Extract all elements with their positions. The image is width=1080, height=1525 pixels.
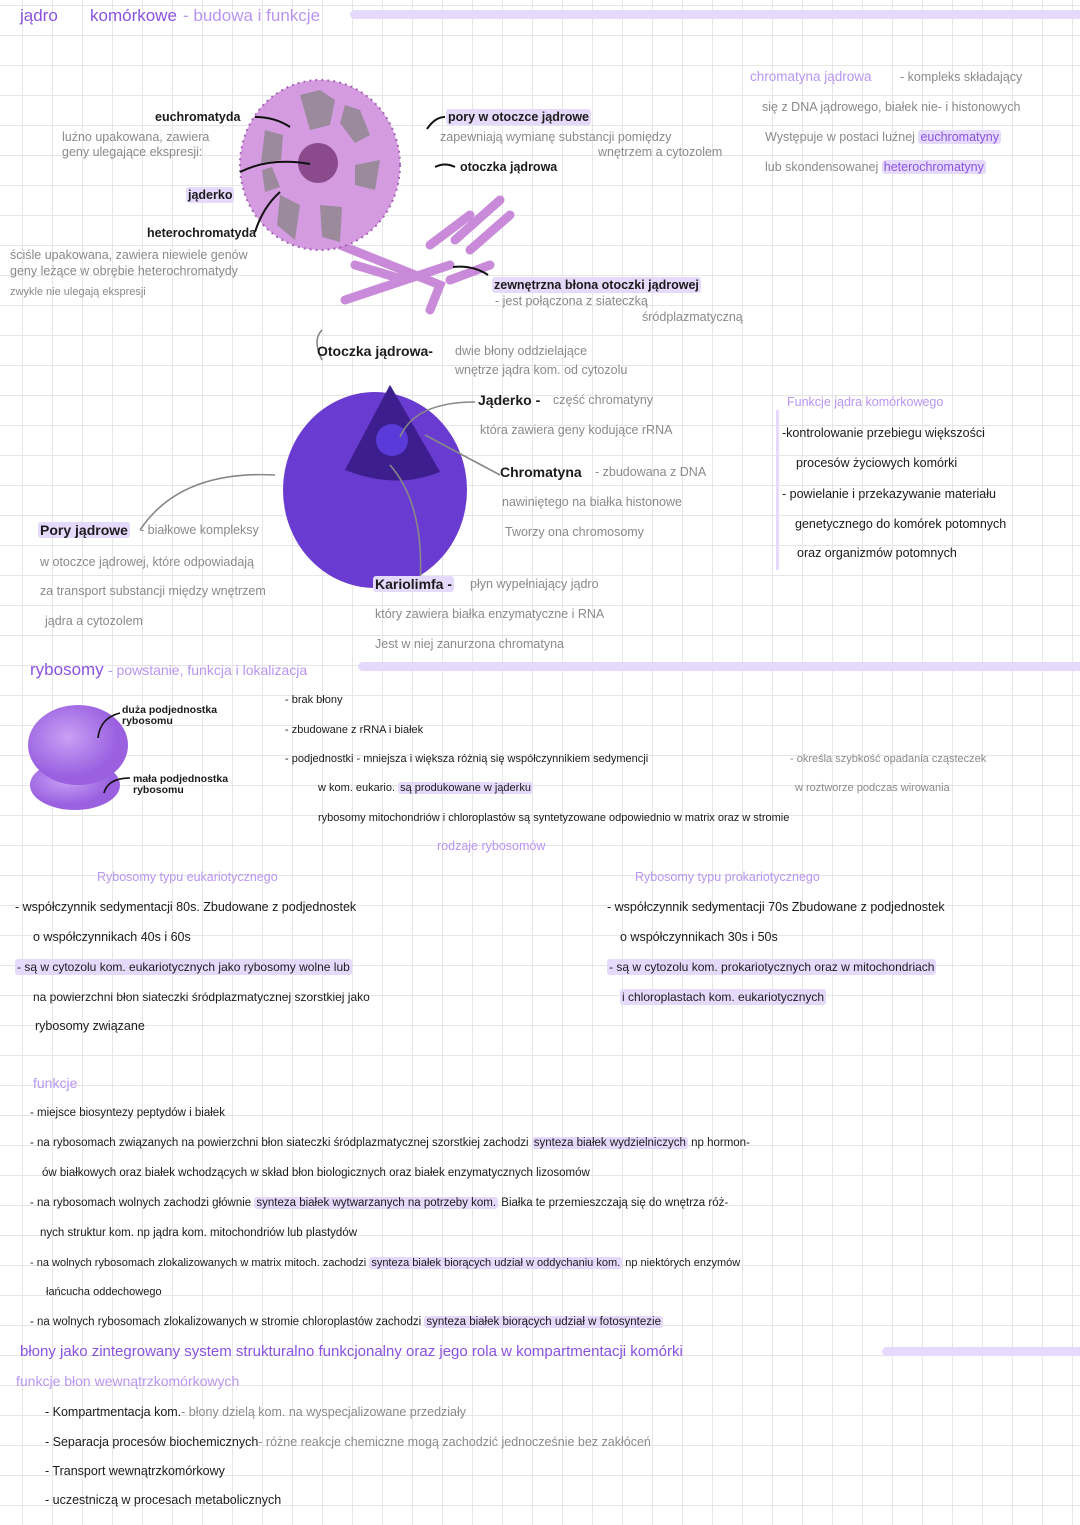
chromatin-heterochromatyny: heterochromatyny (883, 160, 984, 174)
label-otoczka-jadrowa: Otoczka jądrowa- (317, 343, 433, 359)
chromatin-def-3-text: Występuje w postaci luźnej (765, 130, 915, 144)
function-text: - na wolnych rybosomach zlokalizowanych w stromie chloroplastów zachodzi (30, 1316, 422, 1328)
kariolimfa-desc-1: płyn wypełniający jądro (470, 577, 599, 591)
label-heterochromatyda: heterochromatyda (147, 226, 257, 240)
ribosome-point-5 (318, 810, 789, 826)
sedimentation-note-1: - określa szybkość opadania cząsteczek (790, 753, 987, 765)
eukaryotic-title: Rybosomy typu eukariotycznego (97, 870, 278, 884)
function-line: ów białkowych oraz białek wchodzących w skład błon biologicznych oraz białek enzymatycznych lizosomów (42, 1167, 590, 1179)
jaderko-desc-2: która zawiera geny kodujące rRNA (480, 423, 673, 437)
pory-desc-2: wnętrzem a cytozolem (598, 145, 723, 159)
page-title-subtitle: - budowa i funkcje (183, 6, 321, 25)
heterochromatyda-desc-1: ściśle upakowana, zawiera niewiele genów (10, 248, 248, 262)
chromatin-def-1: - kompleks składający (900, 70, 1023, 84)
prokaryotic-line: - współczynnik sedymentacji 70s Zbudowane z podjednostek (607, 900, 945, 914)
function-line: - miejsce biosyntezy peptydów i białek (30, 1107, 225, 1119)
membrane-function-desc: - błony dzielą kom. na wyspecjalizowane przedziały (181, 1405, 467, 1419)
function-text: - na rybosomach związanych na powierzchni błon siateczki śródplazmatycznej szorstkiej zachodzi (30, 1137, 529, 1149)
function-line: łańcucha oddechowego (46, 1286, 162, 1298)
ribosome-point-4 (318, 780, 533, 796)
nucleus-function-item: - powielanie i przekazywanie materiału (782, 487, 996, 501)
membrane-function-term: - Separacja procesów biochemicznych (45, 1435, 259, 1449)
prokaryotic-line: - są w cytozolu kom. prokariotycznych oraz w mitochondriach (609, 960, 935, 974)
nucleus-function-item: oraz organizmów potomnych (797, 546, 957, 560)
ribosome-functions-title: funkcje (33, 1075, 78, 1091)
function-line (30, 1195, 728, 1211)
function-line: nych struktur kom. np jądra kom. mitochondriów lub plastydów (40, 1227, 358, 1239)
label-pory-jadrowe: Pory jądrowe (40, 522, 128, 538)
chromatin-def-4-text: lub skondensowanej (765, 160, 879, 174)
pory-jadrowe-desc-4: jądra a cytozolem (45, 614, 143, 628)
ribosome-point-4-highlight: są produkowane w jąderku (400, 782, 531, 794)
pory-desc-1: zapewniają wymianę substancji pomiędzy (440, 130, 672, 144)
pory-jadrowe-desc-2: w otoczce jądrowej, które odpowiadają (40, 555, 255, 569)
eukaryotic-line: rybosomy związane (35, 1019, 145, 1033)
label-pory: pory w otoczce jądrowe (448, 110, 590, 124)
label-chromatyna: Chromatyna (500, 464, 582, 480)
euchromatyda-desc-1: luźno upakowana, zawiera (62, 130, 210, 144)
membrane-function: - Transport wewnątrzkomórkowy (45, 1464, 225, 1478)
label-kariolimfa: Kariolimfa - (375, 576, 453, 592)
label-jaderko: jąderko (188, 188, 233, 202)
label-large-subunit: duża podjednostka rybosomu (122, 704, 218, 727)
ribosome-point-5-rest: są syntetyzowane odpowiednio w matrix oraz w stromie (518, 812, 790, 824)
eukaryotic-line: - są w cytozolu kom. eukariotycznych jako rybosomy wolne lub (17, 960, 350, 974)
nucleus-function-item: procesów życiowych komórki (796, 456, 958, 470)
zewn-desc-2: śródplazmatyczną (642, 310, 743, 324)
functions-side-bar (776, 410, 779, 570)
function-text: Białka te przemieszczają się do wnętrza róż- (501, 1197, 729, 1209)
pory-jadrowe-desc-3: za transport substancji między wnętrzem (40, 584, 266, 598)
sedimentation-note-2: w roztworze podczas wirowania (795, 782, 950, 794)
nucleolus-2 (376, 424, 408, 456)
prokaryotic-title: Rybosomy typu prokariotycznego (635, 870, 820, 884)
label-zewnetrzna-blona: zewnętrzna błona otoczki jądrowej (494, 278, 699, 292)
function-highlight: synteza białek biorących udział w fotosyntezie (426, 1316, 661, 1328)
pory-jadrowe-desc-1: - białkowe kompleksy (140, 523, 259, 537)
ribosomes-underline-bar (358, 662, 1080, 671)
chromatin-term: chromatyna jądrowa (750, 69, 872, 84)
jaderko-desc-1: część chromatyny (553, 393, 654, 407)
function-highlight: synteza białek biorących udział w oddychaniu kom. (371, 1257, 621, 1269)
kariolimfa-desc-2: który zawiera białka enzymatyczne i RNA (375, 607, 605, 621)
label-euchromatyda: euchromatyda (155, 110, 241, 124)
membranes-title: błony jako zintegrowany system strukturalno funkcjonalny oraz jego rola w kompartmentacji komórki (20, 1343, 683, 1360)
membrane-function: - uczestniczą w procesach metabolicznych (45, 1493, 282, 1507)
membrane-function (45, 1404, 466, 1420)
function-text: np niektórych enzymów (625, 1257, 741, 1269)
prokaryotic-line: i chloroplastach kom. eukariotycznych (622, 990, 825, 1004)
function-highlight: synteza białek wytwarzanych na potrzeby kom. (256, 1197, 497, 1209)
ribosomes-subtitle: - powstanie, funkcja i lokalizacja (108, 662, 308, 678)
eukaryotic-line: - współczynnik sedymentacji 80s. Zbudowane z podjednostek (15, 900, 357, 914)
eukaryotic-line: na powierzchni błon siateczki śródplazmatycznej szorstkiej jako (33, 990, 370, 1004)
membranes-underline-bar (882, 1347, 1080, 1356)
prokaryotic-line: o współczynnikach 30s i 50s (620, 930, 778, 944)
membrane-function-term: - Kompartmentacja kom. (45, 1405, 182, 1419)
heterochromatyda-desc-3: zwykle nie ulegają ekspresji (10, 286, 146, 298)
large-subunit (28, 705, 128, 785)
membranes-subtitle: funkcje błon wewnątrzkomórkowych (16, 1373, 240, 1389)
page-title-word-1: jądro (20, 6, 58, 25)
chromatyna-desc-2: nawiniętego na białka histonowe (502, 495, 682, 509)
label-jaderko-2: Jąderko - (478, 392, 541, 408)
otoczka-desc-2: wnętrze jądra kom. od cytozolu (455, 363, 628, 377)
nucleus-function-item: genetycznego do komórek potomnych (795, 517, 1007, 531)
heterochromatyda-desc-2: geny leżące w obrębie heterochromatydy (10, 264, 238, 278)
chromatyna-desc-3: Tworzy ona chromosomy (505, 525, 644, 539)
nucleus-function-item: -kontrolowanie przebiegu większości (782, 426, 985, 440)
ribosome-point-3: - podjednostki - mniejsza i większa różnią się współczynnikiem sedymencji (285, 753, 649, 765)
ribosome-point-4-text: w kom. eukario. (318, 782, 396, 794)
label-small-subunit: mała podjednostka rybosomu (133, 773, 229, 796)
chromatin-euchromatyny: euchromatyny (920, 130, 999, 144)
function-line (30, 1255, 740, 1271)
chromatyna-desc-1: - zbudowana z DNA (595, 465, 707, 479)
membrane-function (45, 1434, 651, 1450)
function-text: - na wolnych rybosomach zlokalizowanych w matrix mitoch. zachodzi (30, 1257, 367, 1269)
ribosome-types-title: rodzaje rybosomów (437, 839, 546, 853)
chromatin-def-4 (765, 159, 986, 175)
ribosome-point-1: - brak błony (285, 694, 343, 706)
chromatin-def-3 (765, 129, 1001, 145)
function-line (30, 1135, 750, 1151)
kariolimfa-desc-3: Jest w niej zanurzona chromatyna (375, 637, 564, 651)
eukaryotic-line: o współczynnikach 40s i 60s (33, 930, 191, 944)
chromatin-def-2: się z DNA jądrowego, białek nie- i histonowych (762, 100, 1021, 114)
ribosome-point-2: - zbudowane z rRNA i białek (285, 724, 424, 736)
function-text: np hormon- (691, 1137, 750, 1149)
ribosome-point-5-text: rybosomy mitochondriów i chloroplastów (318, 812, 516, 824)
zewn-desc-1: - jest połączona z siateczką (495, 294, 648, 308)
label-otoczka: otoczka jądrowa (460, 160, 558, 174)
function-text: - na rybosomach wolnych zachodzi głównie (30, 1197, 252, 1209)
page-title-word-2: komórkowe (90, 6, 177, 25)
otoczka-desc-1: dwie błony oddzielające (455, 344, 588, 358)
function-line (30, 1314, 663, 1330)
ribosomes-title: rybosomy (30, 660, 104, 679)
nucleus-functions-title: Funkcje jądra komórkowego (787, 395, 944, 409)
membrane-function-desc: - różne reakcje chemiczne mogą zachodzić jednocześnie bez zakłóceń (258, 1435, 651, 1449)
function-highlight: synteza białek wydzielniczych (533, 1137, 686, 1149)
euchromatyda-desc-2: geny ulegające ekspresji: (62, 145, 203, 159)
